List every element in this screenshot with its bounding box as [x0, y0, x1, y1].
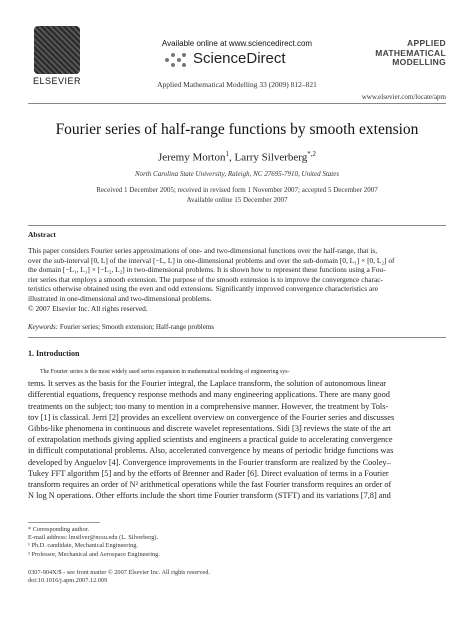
journal-citation: Applied Mathematical Modelling 33 (2009) 812–821 — [157, 80, 317, 89]
issn-line: 0307-904X/$ - see front matter © 2007 Elsevier Inc. All rights reserved. — [28, 569, 210, 576]
keywords — [28, 323, 214, 331]
received-dates: Received 1 December 2005; received in revised form 1 November 2007; accepted 5 December 2007 — [96, 186, 378, 194]
elsevier-tree-icon — [34, 26, 80, 74]
article-title: Fourier series of half-range functions by smooth extension — [55, 121, 419, 138]
intro-line: The Fourier series is the most widely used series expansion in mathematical modeling of engineering sys- — [40, 369, 290, 375]
sciencedirect-dots-icon — [165, 51, 187, 69]
abstract-line: This paper considers Fourier series approximations of one- and two-dimensional functions over the half-range, that is, — [28, 246, 378, 255]
author-footnote-marker[interactable]: 1 — [225, 150, 229, 158]
abstract-line: the domain [−L₁, L₁] × [−L₂, L₂] in two-dimensional problems. It is shown how to represent these functions using a Fou- — [28, 265, 386, 275]
intro-line: developed by Anguelov [4]. Convergence improvements in the Fourier transform are realized by the Cooley– — [28, 457, 391, 467]
available-date: Available online 15 December 2007 — [186, 196, 288, 204]
abstract-divider — [28, 225, 446, 226]
abstract-line: illustrated in one-dimensional and two-dimensional problems. — [28, 293, 212, 303]
intro-line: in difficult computational problems. Also, accelerated convergence by means of periodic bridge functions was — [28, 446, 394, 456]
abstract-line: teristics otherwise obtained using the even and odd extensions. Significantly improved convergence characteristics are — [28, 284, 378, 294]
intro-line: transform requires an order of N² arithmetical operations while the fast Fourier transform requires an order of — [28, 480, 392, 490]
footnote: ² Professor, Mechanical and Aerospace Engineering. — [28, 550, 160, 558]
section-heading: 1. Introduction — [28, 349, 80, 358]
affiliation: North Carolina State University, Raleigh, NC 27695-7910, United States — [134, 170, 340, 178]
footnote: ¹ Ph.D. candidate, Mechanical Engineering. — [28, 542, 138, 550]
abstract-heading: Abstract — [28, 230, 56, 239]
intro-line: treatments on the subject; too many to mention in a comprehensive manner. However, the treatment by Tols- — [28, 401, 389, 411]
abstract-line: over the sub-interval [0, L] of the interval [−L, L] in one-dimensional problems and over the sub-domain [0, L₁] × [0, L₂] of — [28, 255, 395, 265]
intro-line: N log N operations. Other efforts include the short time Fourier transform (STFT) and its variations [7,8] and — [28, 491, 391, 501]
intro-line: tov [1] is classical. Jerri [2] provides an excellent overview on convergence of the Fourier series and discusses — [28, 412, 395, 422]
journal-logo-line: MATHEMATICAL — [375, 47, 446, 58]
keywords-divider — [28, 337, 446, 338]
intro-line: tems. It serves as the basis for the Fourier integral, the Laplace transform, the solution of autonomous linear — [28, 379, 387, 389]
intro-line: Gibbs-like phenomena in continuous and discrete wavelet representations. Sidi [3] reviews the state of the art — [28, 424, 392, 434]
intro-line: of extrapolation methods giving applied scientists and engineers a practical guide to accelerating convergence — [28, 435, 393, 445]
introduction-body — [28, 367, 446, 501]
journal-logo-line: APPLIED — [407, 38, 446, 48]
keywords-list: Fourier series; Smooth extension; Half-range problems — [59, 323, 214, 331]
available-online-text: Available online at www.sciencedirect.com — [161, 39, 313, 48]
doi-link[interactable]: doi:10.1016/j.apm.2007.12.009 — [28, 577, 108, 585]
abstract-line: rier series that employs a smooth extension. The purpose of the smooth extension is to improve the convergence charac- — [28, 274, 383, 284]
issn-doi — [28, 569, 210, 585]
abstract-copyright: © 2007 Elsevier Inc. All rights reserved. — [28, 304, 148, 313]
journal-logo — [366, 39, 446, 79]
sciencedirect-wordmark: ScienceDirect — [193, 50, 286, 67]
footnote-divider — [28, 522, 100, 523]
header-divider — [28, 103, 446, 104]
author-separator: , — [228, 151, 235, 164]
keywords-label: Keywords: — [28, 323, 59, 331]
abstract-body — [28, 246, 446, 304]
author-footnote-marker[interactable]: *,2 — [307, 150, 317, 158]
author-name: Jeremy Morton — [157, 151, 226, 164]
article-history — [0, 185, 474, 205]
footnote: * Corresponding author. — [28, 526, 90, 533]
footnote-email[interactable]: E-mail address: lmsilver@ncsu.edu (L. Silverberg). — [28, 534, 159, 542]
footnotes — [28, 526, 160, 559]
publisher-name: ELSEVIER — [32, 76, 82, 86]
intro-line: differential equations, frequency response methods and many engineering applications. There are many good — [28, 390, 390, 400]
intro-line: Tukey FFT algorithm [5] and by the efforts of Brenner and Rader [6]. Direct evaluation of terms in a Fourier — [28, 468, 389, 478]
author-name: Larry Silverberg — [234, 151, 308, 164]
author-list — [0, 150, 474, 164]
journal-url-link[interactable]: www.elsevier.com/locate/apm — [361, 93, 446, 101]
sciencedirect-logo — [165, 49, 315, 71]
journal-logo-line: MODELLING — [392, 57, 446, 67]
